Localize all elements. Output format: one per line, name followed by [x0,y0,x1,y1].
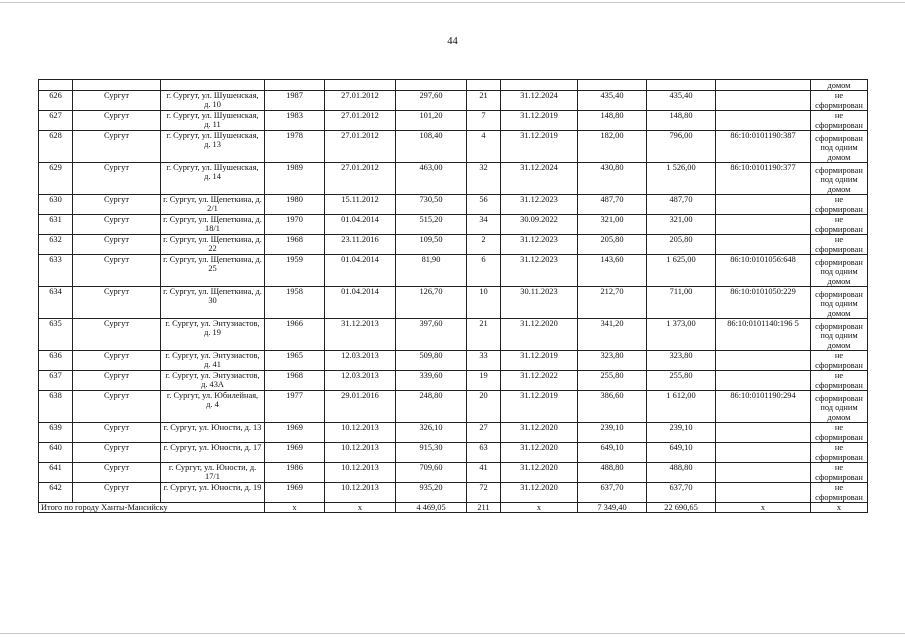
cell-year: 1989 [265,163,325,195]
cell-area-2: 341,20 [578,319,647,351]
cell-residents: 41 [467,463,501,483]
cell-status: не сформирован [811,91,868,111]
cell-cadastral-number [716,463,811,483]
cell-area-2: 323,80 [578,351,647,371]
cell-empty [396,80,467,91]
cell-date: 27.01.2012 [325,131,396,163]
cell-area-2: 143,60 [578,255,647,287]
cell-year: 1983 [265,111,325,131]
cell-city: Сургут [73,319,161,351]
cell-deadline: 31.12.2020 [501,463,578,483]
cell-number: 628 [39,131,73,163]
cell-area-2: 386,60 [578,391,647,423]
cell-land-area: 488,80 [647,463,716,483]
cell-date: 01.04.2014 [325,255,396,287]
cell-deadline: 31.12.2019 [501,391,578,423]
cell-land-area: 637,70 [647,483,716,503]
cell-area-2: 435,40 [578,91,647,111]
table-body [39,80,868,513]
cell-year: 1959 [265,255,325,287]
cell-cadastral-number [716,235,811,255]
scan-edge-top [0,2,905,3]
table-row [39,195,868,215]
cell-total-land-area: 22 690,65 [647,503,716,513]
cell-number: 639 [39,423,73,443]
cell-land-area: 796,00 [647,131,716,163]
cell-number: 632 [39,235,73,255]
cell-address: г. Сургут, ул. Юности, д. 17 [161,443,265,463]
cell-total-deadline: х [501,503,578,513]
cell-date: 12.03.2013 [325,371,396,391]
cell-empty [578,80,647,91]
cell-total-year: х [265,503,325,513]
table-row [39,483,868,503]
cell-residents: 33 [467,351,501,371]
cell-status: не сформирован [811,463,868,483]
cell-number: 631 [39,215,73,235]
cell-land-area: 239,10 [647,423,716,443]
cell-area-2: 487,70 [578,195,647,215]
cell-address: г. Сургут, ул. Шушенская, д. 11 [161,111,265,131]
cell-area: 101,20 [396,111,467,131]
cell-area: 109,50 [396,235,467,255]
cell-address: г. Сургут, ул. Щепеткина, д. 22 [161,235,265,255]
cell-city: Сургут [73,371,161,391]
cell-address: г. Сургут, ул. Щепеткина, д. 2/1 [161,195,265,215]
cell-year: 1970 [265,215,325,235]
cell-status: не сформирован [811,371,868,391]
cell-land-area: 1 625,00 [647,255,716,287]
table-row-total [39,503,868,513]
cell-address: г. Сургут, ул. Юбилейная, д. 4 [161,391,265,423]
cell-total-area-2: 7 349,40 [578,503,647,513]
cell-empty [716,80,811,91]
cell-residents: 34 [467,215,501,235]
cell-year: 1980 [265,195,325,215]
cell-residents: 21 [467,91,501,111]
cell-city: Сургут [73,215,161,235]
cell-date: 01.04.2014 [325,215,396,235]
cell-year: 1966 [265,319,325,351]
cell-city: Сургут [73,443,161,463]
table-row [39,443,868,463]
cell-area: 397,60 [396,319,467,351]
cell-status: не сформирован [811,483,868,503]
cell-city: Сургут [73,111,161,131]
cell-area-2: 321,00 [578,215,647,235]
cell-land-area: 205,80 [647,235,716,255]
cell-address: г. Сургут, ул. Щепеткина, д. 30 [161,287,265,319]
table-row [39,423,868,443]
cell-total-status: х [811,503,868,513]
cell-cadastral-number [716,215,811,235]
cell-date: 10.12.2013 [325,443,396,463]
cell-status: не сформирован [811,195,868,215]
table-row [39,351,868,371]
cell-city: Сургут [73,235,161,255]
table-row-continuation [39,80,868,91]
cell-cadastral-number: 86:10:0101190:387 [716,131,811,163]
cell-cadastral-number [716,351,811,371]
cell-deadline: 31.12.2023 [501,235,578,255]
cell-date: 27.01.2012 [325,91,396,111]
cell-cadastral-number [716,483,811,503]
scan-edge-bottom [0,633,905,634]
cell-address: г. Сургут, ул. Юности, д. 17/1 [161,463,265,483]
cell-empty [161,80,265,91]
cell-address: г. Сургут, ул. Энтузиастов, д. 19 [161,319,265,351]
cell-area: 515,20 [396,215,467,235]
cell-date: 27.01.2012 [325,163,396,195]
cell-city: Сургут [73,463,161,483]
cell-date: 10.12.2013 [325,423,396,443]
cell-area-2: 182,00 [578,131,647,163]
cell-status: не сформирован [811,215,868,235]
cell-area-2: 205,80 [578,235,647,255]
table-row [39,391,868,423]
cell-deadline: 31.12.2024 [501,91,578,111]
cell-area-2: 488,80 [578,463,647,483]
cell-residents: 56 [467,195,501,215]
cell-empty [501,80,578,91]
cell-date: 10.12.2013 [325,483,396,503]
table-row [39,255,868,287]
cell-area: 339,60 [396,371,467,391]
cell-year: 1969 [265,423,325,443]
cell-area-2: 212,70 [578,287,647,319]
cell-number: 641 [39,463,73,483]
cell-city: Сургут [73,351,161,371]
cell-area: 126,70 [396,287,467,319]
cell-deadline: 30.09.2022 [501,215,578,235]
cell-date: 12.03.2013 [325,351,396,371]
cell-number: 636 [39,351,73,371]
cell-year: 1977 [265,391,325,423]
table-row [39,163,868,195]
cell-deadline: 31.12.2020 [501,319,578,351]
cell-deadline: 31.12.2019 [501,111,578,131]
cell-deadline: 31.12.2019 [501,131,578,163]
cell-number: 629 [39,163,73,195]
cell-year: 1986 [265,463,325,483]
cell-cadastral-number [716,91,811,111]
cell-address: г. Сургут, ул. Энтузиастов, д. 43А [161,371,265,391]
cell-area: 108,40 [396,131,467,163]
cell-date: 23.11.2016 [325,235,396,255]
cell-residents: 27 [467,423,501,443]
cell-area: 463,00 [396,163,467,195]
cell-residents: 72 [467,483,501,503]
cell-land-area: 435,40 [647,91,716,111]
cell-area: 935,20 [396,483,467,503]
cell-total-area: 4 469,05 [396,503,467,513]
cell-cadastral-number: 86:10:0101140:196 5 [716,319,811,351]
cell-deadline: 31.12.2022 [501,371,578,391]
cell-address: г. Сургут, ул. Щепеткина, д. 25 [161,255,265,287]
table-row [39,131,868,163]
cell-area: 297,60 [396,91,467,111]
cell-city: Сургут [73,131,161,163]
cell-year: 1968 [265,235,325,255]
cell-cadastral-number [716,443,811,463]
cell-deadline: 31.12.2020 [501,483,578,503]
cell-city: Сургут [73,255,161,287]
cell-status: домом [811,80,868,91]
cell-area: 509,80 [396,351,467,371]
cell-status: сформирован под одним домом [811,131,868,163]
cell-residents: 32 [467,163,501,195]
cell-cadastral-number [716,111,811,131]
cell-area-2: 239,10 [578,423,647,443]
page-number: 44 [447,36,458,47]
cell-total-residents: 211 [467,503,501,513]
table-row [39,215,868,235]
cell-year: 1958 [265,287,325,319]
cell-year: 1965 [265,351,325,371]
cell-address: г. Сургут, ул. Шушенская, д. 14 [161,163,265,195]
cell-city: Сургут [73,483,161,503]
cell-empty [39,80,73,91]
table-row [39,463,868,483]
cell-deadline: 31.12.2023 [501,255,578,287]
cell-city: Сургут [73,195,161,215]
cell-land-area: 323,80 [647,351,716,371]
cell-status: не сформирован [811,235,868,255]
cell-land-area: 1 526,00 [647,163,716,195]
cell-cadastral-number: 86:10:0101056:648 [716,255,811,287]
cell-empty [467,80,501,91]
cell-cadastral-number [716,195,811,215]
cell-cadastral-number: 86:10:0101190:294 [716,391,811,423]
cell-year: 1968 [265,371,325,391]
cell-address: г. Сургут, ул. Шушенская, д. 10 [161,91,265,111]
cell-residents: 4 [467,131,501,163]
cell-area-2: 649,10 [578,443,647,463]
cell-cadastral-number: 86:10:0101050:229 [716,287,811,319]
cell-area: 915,30 [396,443,467,463]
cell-empty [265,80,325,91]
cell-number: 630 [39,195,73,215]
cell-deadline: 31.12.2019 [501,351,578,371]
cell-residents: 21 [467,319,501,351]
cell-address: г. Сургут, ул. Юности, д. 19 [161,483,265,503]
cell-residents: 19 [467,371,501,391]
cell-number: 634 [39,287,73,319]
cell-number: 637 [39,371,73,391]
cell-city: Сургут [73,287,161,319]
cell-status: сформирован под одним домом [811,391,868,423]
cell-address: г. Сургут, ул. Щепеткина, д. 18/1 [161,215,265,235]
cell-number: 642 [39,483,73,503]
cell-land-area: 255,80 [647,371,716,391]
cell-area-2: 430,80 [578,163,647,195]
cell-date: 31.12.2013 [325,319,396,351]
table-row [39,287,868,319]
cell-date: 10.12.2013 [325,463,396,483]
cell-deadline: 31.12.2020 [501,423,578,443]
cell-land-area: 487,70 [647,195,716,215]
cell-total-cadastral: х [716,503,811,513]
cell-date: 27.01.2012 [325,111,396,131]
cell-area-2: 255,80 [578,371,647,391]
cell-deadline: 31.12.2023 [501,195,578,215]
cell-date: 29.01.2016 [325,391,396,423]
table-row [39,319,868,351]
cell-area-2: 637,70 [578,483,647,503]
cell-deadline: 30.11.2023 [501,287,578,319]
cell-address: г. Сургут, ул. Энтузиастов, д. 41 [161,351,265,371]
cell-year: 1969 [265,483,325,503]
cell-land-area: 148,80 [647,111,716,131]
cell-status: сформирован под одним домом [811,163,868,195]
cell-land-area: 1 612,00 [647,391,716,423]
cell-status: не сформирован [811,443,868,463]
cell-status: не сформирован [811,111,868,131]
cell-deadline: 31.12.2020 [501,443,578,463]
cell-address: г. Сургут, ул. Шушенская, д. 13 [161,131,265,163]
cell-empty [325,80,396,91]
cell-number: 626 [39,91,73,111]
cell-number: 627 [39,111,73,131]
cell-status: не сформирован [811,423,868,443]
cell-area: 326,10 [396,423,467,443]
total-label: Итого по городу Ханты-Мансийску [39,503,265,513]
table-row [39,111,868,131]
cell-area: 709,60 [396,463,467,483]
cell-date: 15.11.2012 [325,195,396,215]
table-row [39,235,868,255]
cell-land-area: 649,10 [647,443,716,463]
cell-status: сформирован под одним домом [811,319,868,351]
cell-status: сформирован под одним домом [811,255,868,287]
cell-deadline: 31.12.2024 [501,163,578,195]
cell-land-area: 711,00 [647,287,716,319]
cell-number: 640 [39,443,73,463]
cell-city: Сургут [73,91,161,111]
cell-status: сформирован под одним домом [811,287,868,319]
cell-status: не сформирован [811,351,868,371]
cell-empty [647,80,716,91]
cell-area-2: 148,80 [578,111,647,131]
housing-table [38,79,868,513]
cell-empty [73,80,161,91]
cell-city: Сургут [73,423,161,443]
cell-residents: 10 [467,287,501,319]
cell-residents: 63 [467,443,501,463]
cell-year: 1969 [265,443,325,463]
cell-number: 633 [39,255,73,287]
cell-residents: 20 [467,391,501,423]
table-row [39,91,868,111]
cell-number: 638 [39,391,73,423]
cell-residents: 7 [467,111,501,131]
cell-area: 81,90 [396,255,467,287]
cell-residents: 6 [467,255,501,287]
cell-land-area: 321,00 [647,215,716,235]
cell-area: 730,50 [396,195,467,215]
cell-city: Сургут [73,391,161,423]
cell-city: Сургут [73,163,161,195]
cell-number: 635 [39,319,73,351]
cell-residents: 2 [467,235,501,255]
cell-total-date: х [325,503,396,513]
cell-cadastral-number: 86:10:0101190:377 [716,163,811,195]
cell-area: 248,80 [396,391,467,423]
table-row [39,371,868,391]
cell-year: 1987 [265,91,325,111]
cell-cadastral-number [716,371,811,391]
cell-cadastral-number [716,423,811,443]
cell-address: г. Сургут, ул. Юности, д. 13 [161,423,265,443]
cell-year: 1978 [265,131,325,163]
cell-date: 01.04.2014 [325,287,396,319]
cell-land-area: 1 373,00 [647,319,716,351]
